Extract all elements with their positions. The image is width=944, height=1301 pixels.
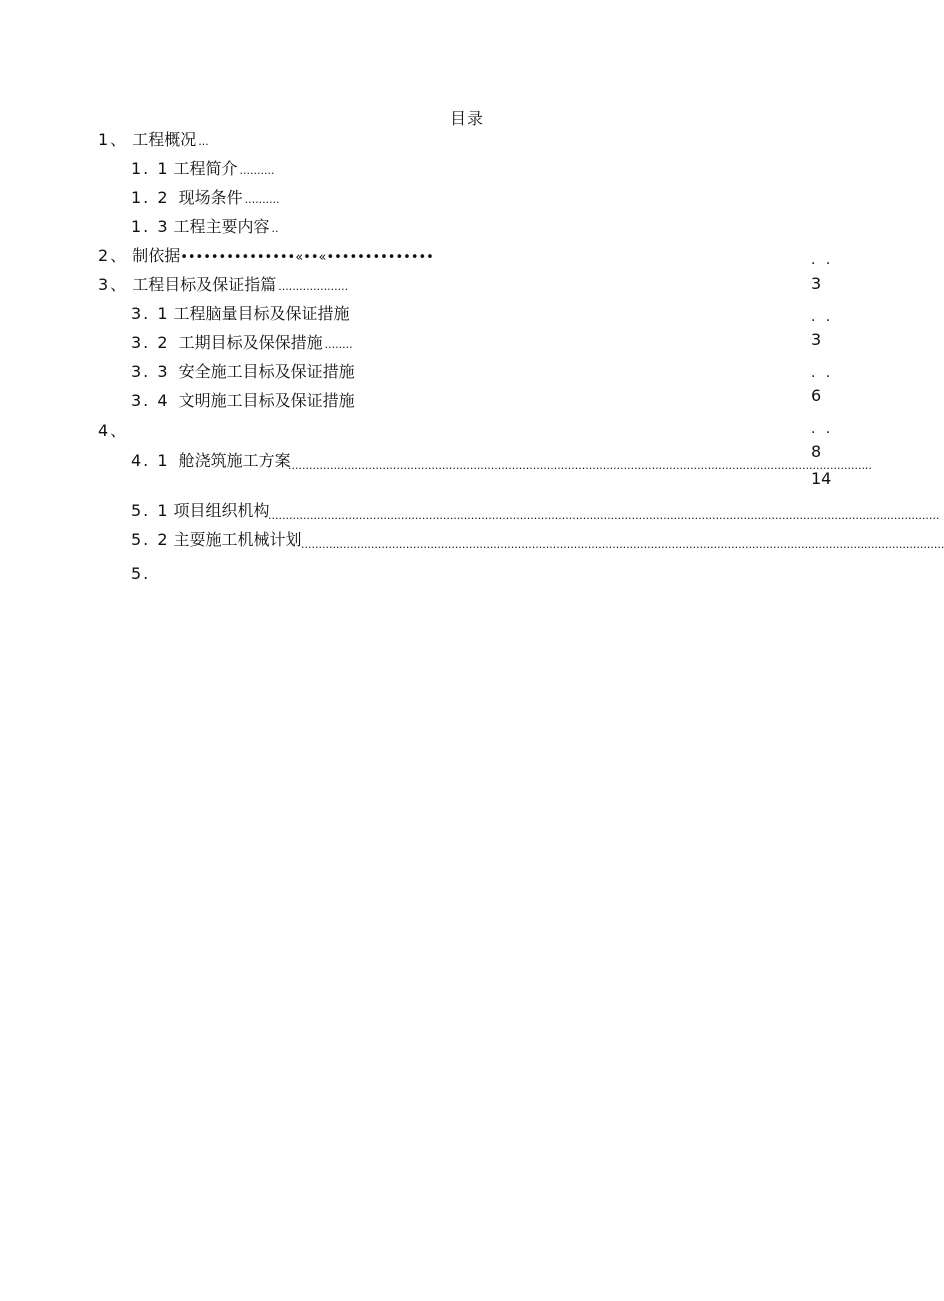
toc-page-number: . . bbox=[811, 252, 834, 268]
toc-entry-number: 3. 1 bbox=[131, 304, 170, 323]
toc-entry-number: 3. 2 bbox=[131, 333, 170, 352]
toc-entry-dots: .. bbox=[271, 222, 279, 235]
toc-page-number: . . bbox=[811, 365, 834, 381]
toc-entry-3-4[interactable] bbox=[131, 390, 355, 412]
toc-page-number: . . bbox=[811, 421, 834, 437]
toc-entry-number: 5. 2 bbox=[131, 530, 170, 549]
toc-entry-label: 工程简介 bbox=[173, 159, 238, 178]
toc-entry-number: 1. 2 bbox=[131, 188, 170, 207]
toc-page-number: 3 bbox=[811, 330, 822, 349]
toc-entry-label: 工程主要内容 bbox=[173, 217, 270, 236]
toc-entry-label: 现场条件 bbox=[173, 188, 243, 207]
toc-leader-dots: ........................................................................................................................................................................................ bbox=[301, 538, 944, 551]
toc-entry-label: 文明施工目标及保证措施 bbox=[173, 391, 355, 410]
toc-leader-dots: ....................................................................................................................................................................... bbox=[288, 459, 872, 472]
toc-entry-number: 5. bbox=[131, 564, 151, 583]
toc-entry-number: 3、 bbox=[98, 275, 129, 294]
toc-entry-label: 工程概况 bbox=[132, 130, 197, 149]
toc-leader-dots: ................................................................................................................................................................................................ bbox=[268, 509, 940, 522]
toc-entry-label: 主耍施工机械计划 bbox=[173, 530, 302, 549]
toc-entry-dots: •••••••••••••••«••«•••••••••••••• bbox=[180, 250, 434, 265]
toc-entry-1-1[interactable] bbox=[131, 158, 275, 182]
toc-entry-4[interactable] bbox=[98, 420, 132, 442]
toc-entry-5-1[interactable] bbox=[131, 500, 270, 522]
toc-entry-dots: .......... bbox=[239, 164, 275, 177]
toc-entry-label: 安全施工目标及保证措施 bbox=[173, 362, 355, 381]
toc-entry-3-3[interactable] bbox=[131, 361, 355, 383]
toc-page-number: 6 bbox=[811, 386, 822, 405]
toc-entry-label: 制依据 bbox=[132, 246, 181, 265]
toc-page-number: . . bbox=[811, 309, 834, 325]
toc-entry-number: 5. 1 bbox=[131, 501, 170, 520]
toc-page-number: 14 bbox=[811, 469, 832, 488]
toc-entry-2[interactable] bbox=[98, 245, 434, 269]
toc-entry-number: 3. 3 bbox=[131, 362, 170, 381]
toc-page-number: 3 bbox=[811, 274, 822, 293]
toc-page-number: 8 bbox=[811, 442, 822, 461]
toc-title: 目录 bbox=[449, 109, 484, 128]
toc-entry-label: 工期目标及保保措施 bbox=[173, 333, 323, 352]
toc-entry-number: 3. 4 bbox=[131, 391, 170, 410]
toc-entry-3[interactable] bbox=[98, 274, 348, 298]
toc-entry-number: 4、 bbox=[98, 421, 129, 440]
toc-entry-label: 项目组织机构 bbox=[173, 501, 270, 520]
toc-entry-number: 4. 1 bbox=[131, 451, 170, 470]
toc-entry-dots: ........ bbox=[324, 338, 353, 351]
toc-entry-3-2[interactable] bbox=[131, 332, 353, 356]
toc-entry-number: 1. 3 bbox=[131, 217, 170, 236]
toc-entry-1-2[interactable] bbox=[131, 187, 280, 211]
toc-entry-5-2[interactable] bbox=[131, 529, 302, 551]
toc-entry-label: 舱浇筑施工方案 bbox=[173, 451, 291, 470]
toc-entry-4-1[interactable] bbox=[131, 450, 291, 472]
toc-entry-1[interactable] bbox=[98, 129, 209, 153]
toc-entry-number: 1、 bbox=[98, 130, 129, 149]
toc-entry-number: 1. 1 bbox=[131, 159, 170, 178]
toc-entry-5[interactable] bbox=[131, 563, 154, 585]
toc-entry-label: 工程脑量目标及保证措施 bbox=[173, 304, 350, 323]
toc-entry-number: 2、 bbox=[98, 246, 129, 265]
toc-entry-label: 工程目标及保证指篇 bbox=[132, 275, 277, 294]
toc-entry-dots: .................... bbox=[278, 280, 349, 293]
toc-entry-3-1[interactable] bbox=[131, 303, 350, 325]
toc-entry-1-3[interactable] bbox=[131, 216, 279, 240]
toc-entry-dots: ... bbox=[198, 135, 209, 148]
toc-entry-dots: .......... bbox=[244, 193, 280, 206]
